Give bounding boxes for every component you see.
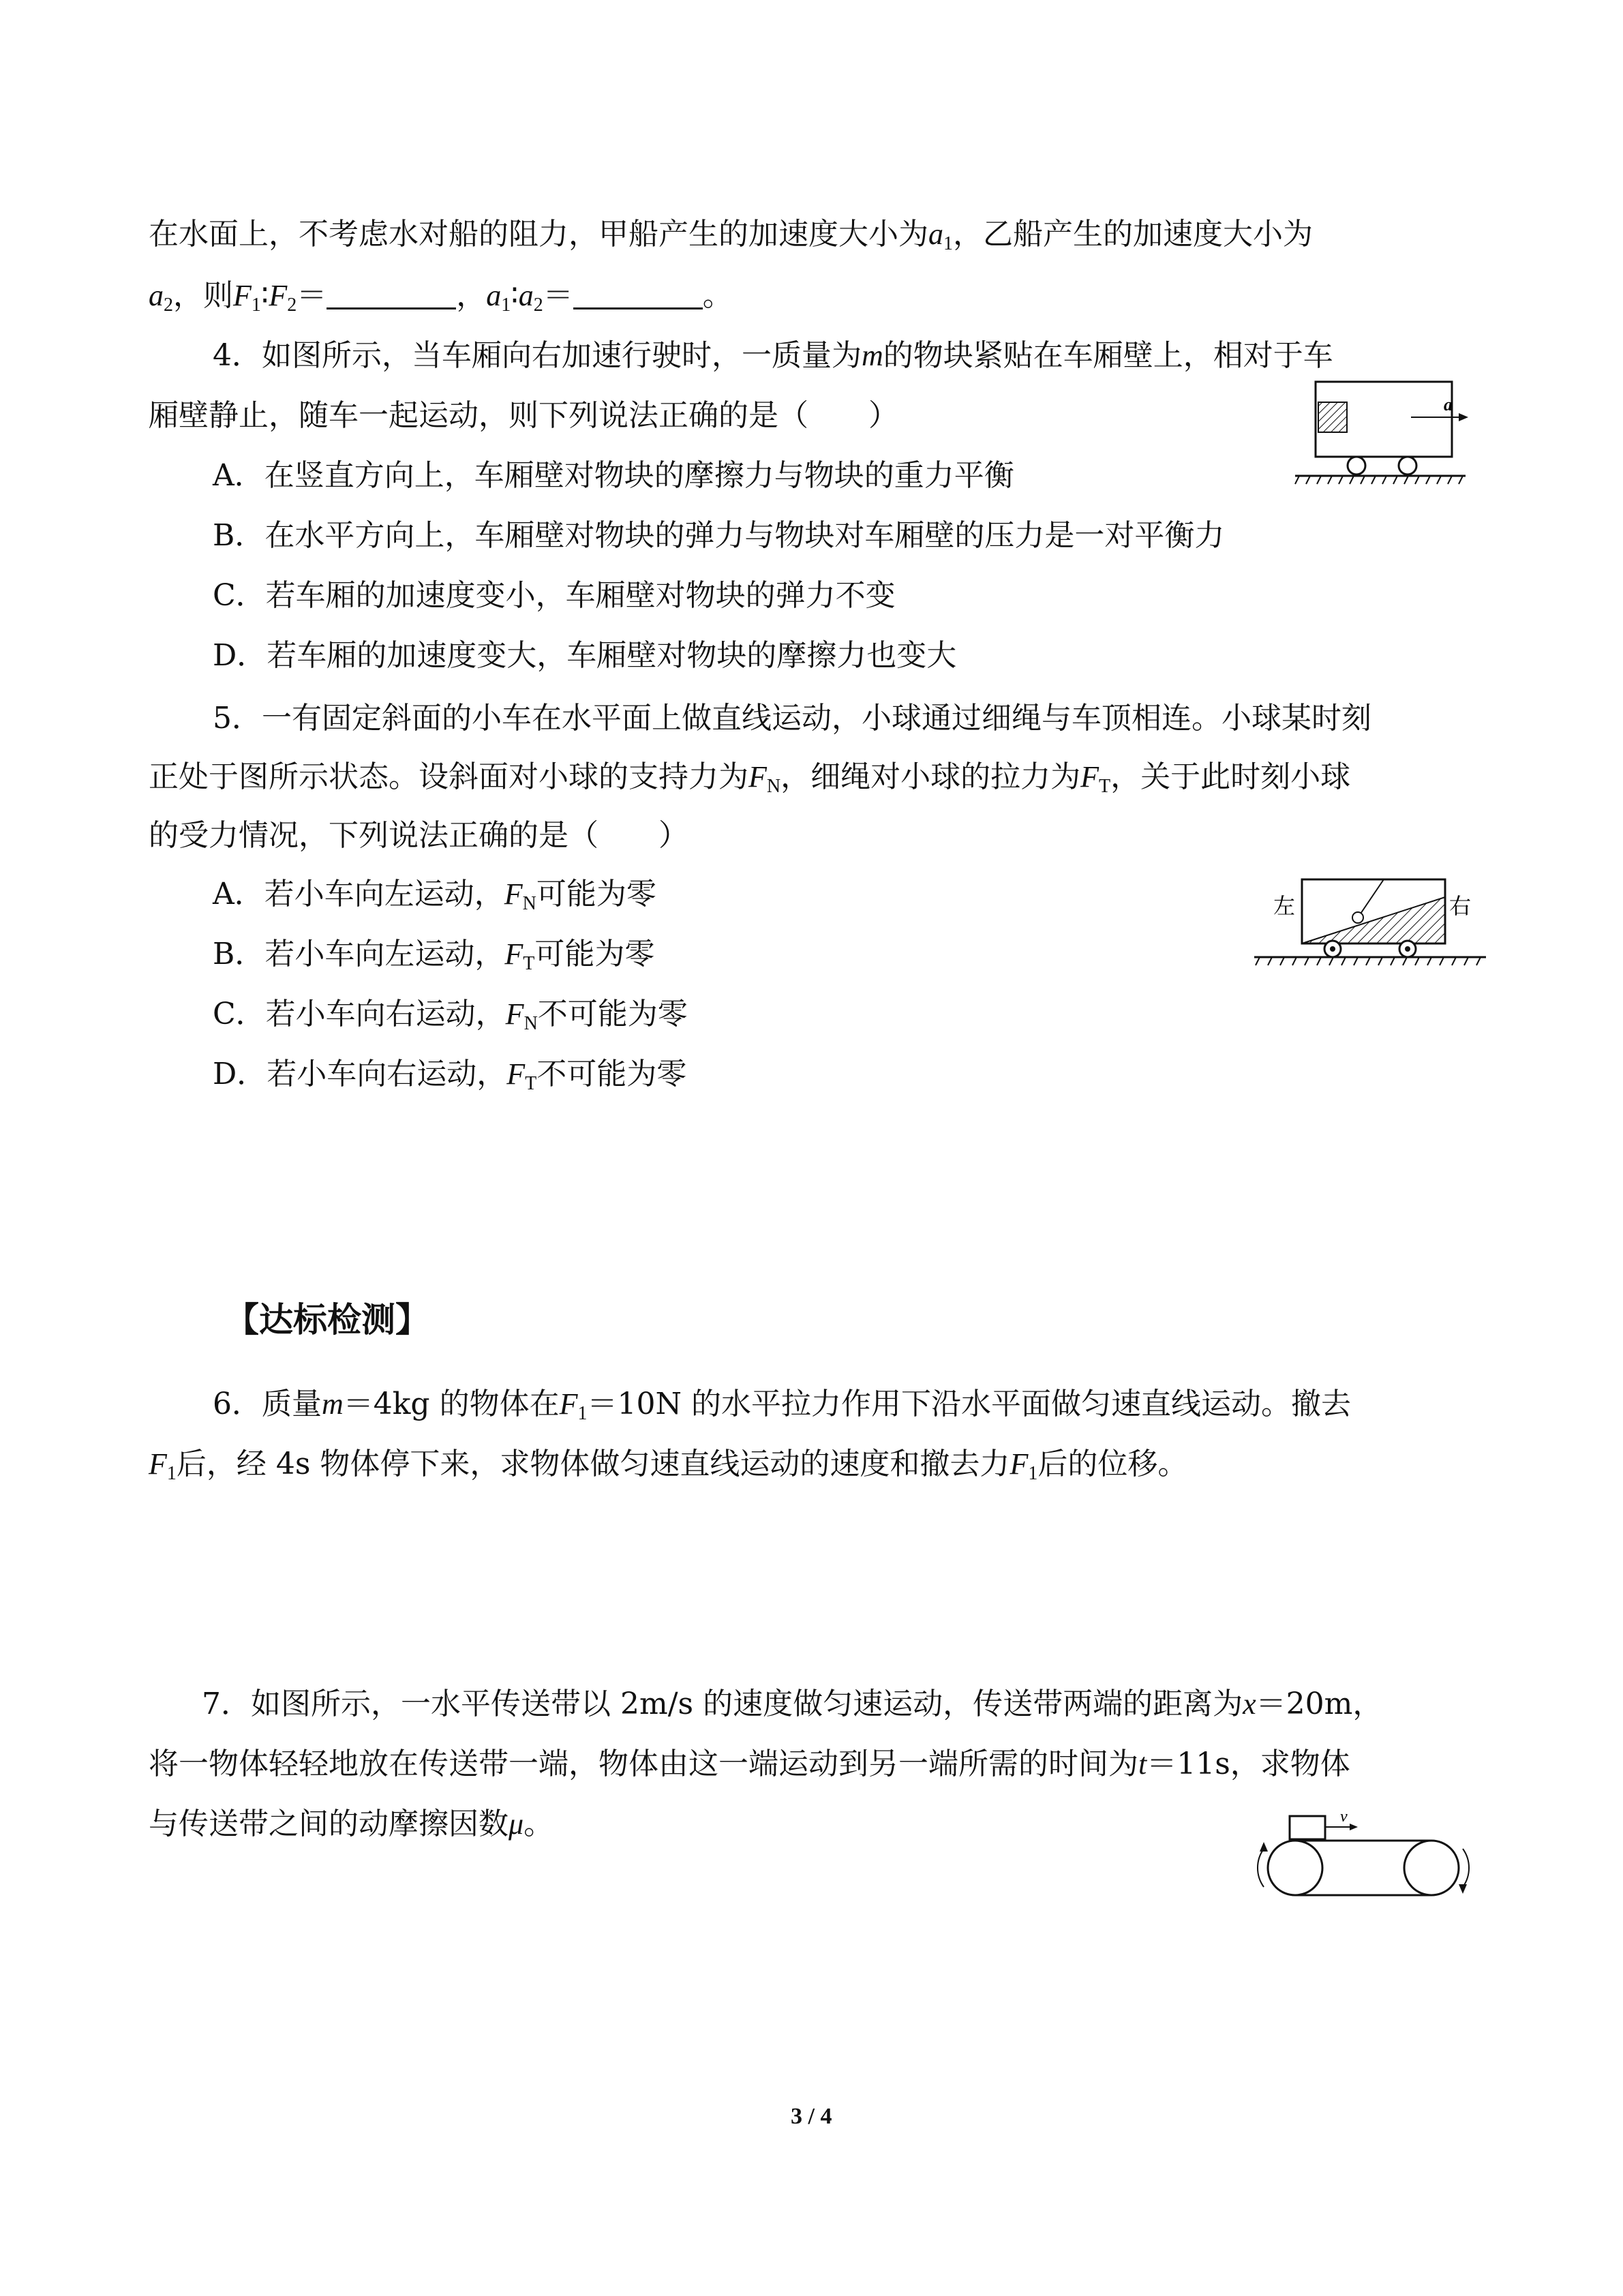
object-on-belt [1290, 1816, 1325, 1839]
carriage-figure [1295, 375, 1472, 498]
q6-line-1: 6．质量m＝4kg 的物体在$F_1=10N$ 的水平拉力作用下沿水平面做匀速直线运动。撤去 [213, 1387, 1351, 1424]
incline-cart-figure [1254, 873, 1486, 975]
incline [1302, 897, 1445, 943]
q4-option-a: A．在竖直方向上，车厢壁对物块的摩擦力与物块的重力平衡 [213, 458, 1014, 493]
rotation-arrow-left [1258, 1849, 1264, 1887]
q5-option-c: C．若小车向右运动，$F_N$不可能为零 [213, 997, 688, 1034]
right-label: 右 [1449, 893, 1472, 919]
q4-line-2: 厢壁静止，随车一起运动，则下列说法正确的是（ ） [149, 398, 898, 433]
q4-option-c: C．若车厢的加速度变小，车厢壁对物块的弹力不变 [213, 578, 896, 613]
rotation-arrow-right [1463, 1849, 1469, 1887]
ball [1352, 912, 1363, 923]
q5-line-2: 正处于图所示状态。设斜面对小球的支持力为$F_N$，细绳对小球的拉力为$F_T$，关于此时刻小球 [149, 759, 1351, 797]
section-title: 【达标检测】 [225, 1299, 429, 1340]
q5-option-b: B．若小车向左运动，$F_T$可能为零 [213, 937, 655, 974]
q7-line-1: 7．如图所示，一水平传送带以 2m/s 的速度做匀速运动，传送带两端的距离为x＝20m， [202, 1687, 1383, 1721]
conveyor-figure [1247, 1807, 1479, 1909]
answer-blank-1[interactable] [327, 277, 456, 309]
answer-blank-2[interactable] [573, 277, 703, 309]
q5-line-3: 的受力情况，下列说法正确的是（ ） [149, 818, 688, 853]
q5-line-1: 5．一有固定斜面的小车在水平面上做直线运动，小球通过细绳与车顶相连。小球某时刻 [213, 701, 1371, 736]
q5-option-a: A．若小车向左运动，$F_N$可能为零 [213, 877, 656, 914]
block [1318, 402, 1347, 432]
q4-option-d: D．若车厢的加速度变大，车厢壁对物块的摩擦力也变大 [213, 638, 957, 673]
q3-line-2: $a_2$，则$F_1∶F_2=$ ，$a_1∶a_2=$ 。 [149, 278, 733, 316]
q3-line-1: 在水面上，不考虑水对船的阻力，甲船产生的加速度大小为$a_1$，乙船产生的加速度大小为 [149, 217, 1313, 254]
q7-line-3: 与传送带之间的动摩擦因数μ。 [149, 1807, 554, 1841]
q5-option-d: D．若小车向右运动，$F_T$不可能为零 [213, 1057, 687, 1094]
velocity-label: v [1340, 1808, 1348, 1826]
q4-line-1: 4．如图所示，当车厢向右加速行驶时，一质量为m的物块紧贴在车厢壁上，相对于车 [213, 338, 1333, 373]
page-number: 3 / 4 [791, 2104, 832, 2129]
left-label: 左 [1273, 893, 1296, 919]
q6-line-2: $F_1$后，经 4s 物体停下来，求物体做匀速直线运动的速度和撤去力$F_1$后的位移。 [149, 1447, 1188, 1484]
q7-line-2: 将一物体轻轻地放在传送带一端，物体由这一端运动到另一端所需的时间为t＝11s，求物体 [149, 1747, 1350, 1781]
acceleration-label: a [1444, 395, 1453, 414]
q4-option-b: B．在水平方向上，车厢壁对物块的弹力与物块对车厢壁的压力是一对平衡力 [213, 518, 1225, 553]
